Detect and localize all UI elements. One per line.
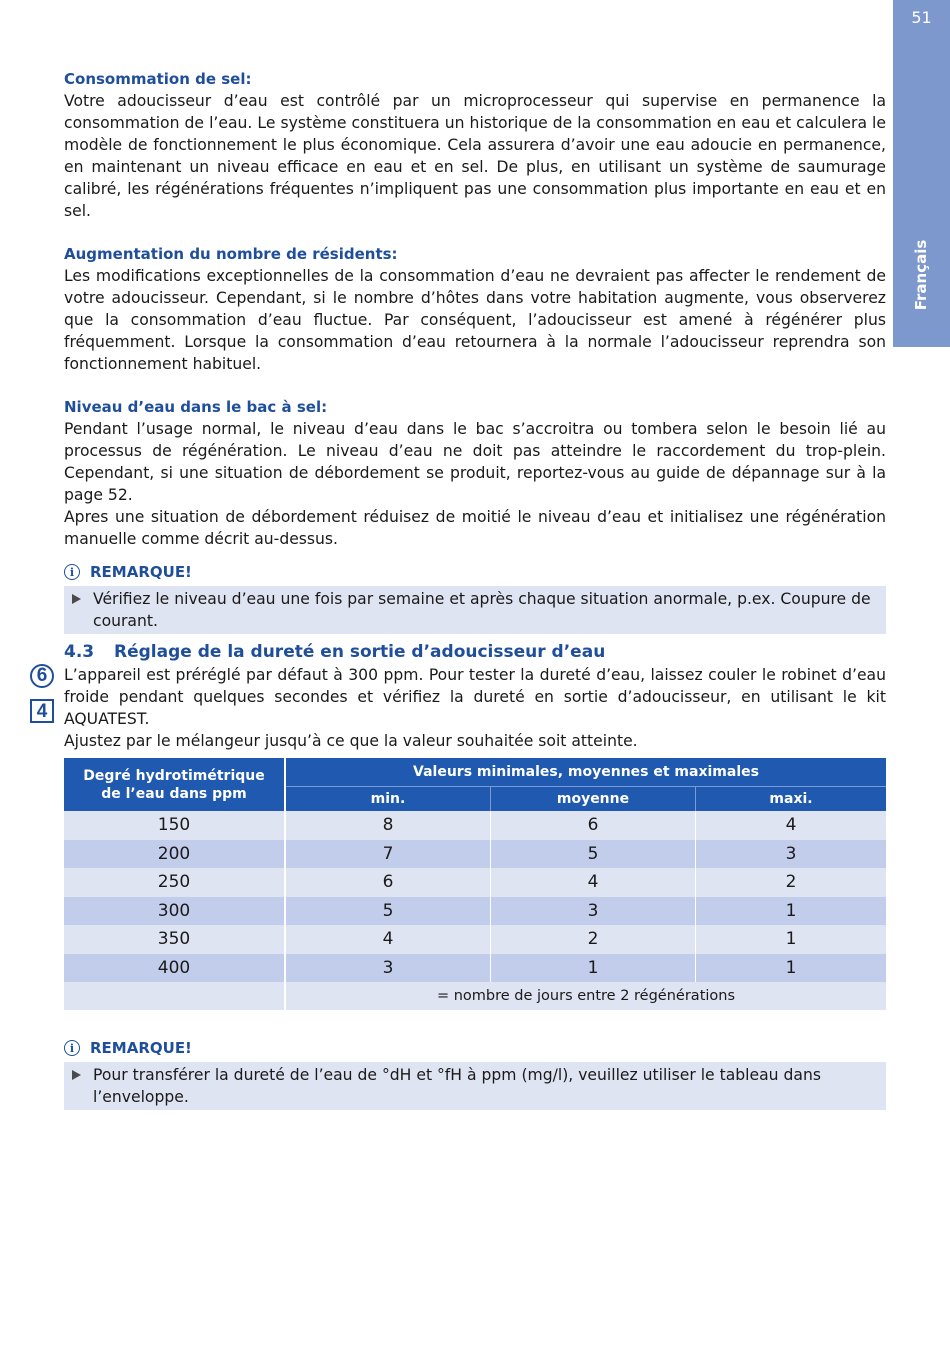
table-header-group: Valeurs minimales, moyennes et maximales (285, 758, 886, 787)
table-cell: 2 (696, 868, 887, 897)
table-cell: 300 (64, 897, 285, 926)
table-header-min: min. (285, 787, 491, 812)
note-box (64, 586, 886, 634)
note-heading (64, 1036, 886, 1060)
section-heading-salt: Consommation de sel: (64, 70, 252, 88)
info-icon: i (64, 1040, 80, 1056)
section-title-4-3 (64, 640, 886, 664)
page-number: 51 (911, 8, 932, 27)
table-row (64, 868, 886, 897)
table-cell: 1 (491, 954, 696, 983)
paragraph: Votre adoucisseur d’eau est contrôlé par un microprocesseur qui supervise en permanence la consommation de l’eau. Le système constituera un historique de la consommation en eau et calculera le modèle de fonctionnement le plus économique. Cela assurera d’avoir une eau adoucie en permanence, en maintenant un niveau efficace en eau et en sel. De plus, en utilisant un système de saumurage calibré, les régénérations fréquentes n’impliquent pas une consommation plus importante en eau et en sel. (64, 92, 886, 220)
table-header-max: maxi. (696, 787, 887, 812)
table-header-avg: moyenne (491, 787, 696, 812)
step-badge-circle: 6 (30, 664, 54, 688)
table-cell: 1 (696, 925, 887, 954)
note-text: Pour transférer la dureté de l’eau de °dH et °fH à ppm (mg/l), veuillez utiliser le tableau dans l’enveloppe. (93, 1066, 821, 1106)
table-cell: 400 (64, 954, 285, 983)
table-cell: 5 (285, 897, 491, 926)
note-label: REMARQUE! (90, 1039, 192, 1057)
step-badge-square: 4 (30, 699, 54, 723)
paragraph: Les modifications exceptionnelles de la consommation d’eau ne devraient pas affecter le rendement de votre adoucisseur. Cependant, si le nombre d’hôtes dans votre habitation augmente, vous observerez que la consommation d’eau fluctue. Par conséquent, l’adoucisseur est amené à régénérer plus fréquemment. Lorsque la consommation d’eau retournera à la normale l’adoucisseur reprendra son fonctionnement habituel. (64, 267, 886, 373)
table-footer-row (64, 982, 886, 1010)
bullet-arrow-icon (72, 594, 81, 604)
note-label: REMARQUE! (90, 563, 192, 581)
section-number: 4.3 (64, 642, 95, 662)
section-heading-water-level: Niveau d’eau dans le bac à sel: (64, 398, 328, 416)
table-header-hardness: Degré hydrotimétrique de l’eau dans ppm (64, 758, 285, 811)
table-cell: 4 (491, 868, 696, 897)
hardness-table (64, 758, 886, 1010)
section-title-text: Réglage de la dureté en sortie d’adoucisseur d’eau (114, 642, 606, 662)
table-cell: 7 (285, 840, 491, 869)
table-cell: 2 (491, 925, 696, 954)
table-row (64, 954, 886, 983)
table-cell: 8 (285, 811, 491, 840)
table-cell: 6 (285, 868, 491, 897)
table-row (64, 925, 886, 954)
bullet-arrow-icon (72, 1070, 81, 1080)
info-icon: i (64, 564, 80, 580)
table-cell: 5 (491, 840, 696, 869)
note-heading (64, 560, 886, 584)
paragraph: L’appareil est préréglé par défaut à 300 ppm. Pour tester la dureté d’eau, laissez couler le robinet d’eau froide pendant quelques secondes et vérifiez la dureté en sortie d’adoucisseur, en utilisant le kit AQUATEST. (64, 666, 886, 728)
paragraph: Pendant l’usage normal, le niveau d’eau dans le bac s’accroitra ou tombera selon le besoin lié au processus de régénération. Le niveau d’eau ne doit pas atteindre le raccordement du trop-plein. Cependant, si une situation de débordement se produit, reportez-vous au guide de dépannage sur à la page 52. (64, 420, 886, 504)
note-box (64, 1062, 886, 1110)
table-row (64, 897, 886, 926)
note-text: Vérifiez le niveau d’eau une fois par semaine et après chaque situation anormale, p.ex. Coupure de courant. (93, 590, 871, 630)
table-cell: 3 (285, 954, 491, 983)
table-cell-empty (64, 982, 285, 1010)
table-cell: 1 (696, 897, 887, 926)
table-cell: 350 (64, 925, 285, 954)
table-footer-note: = nombre de jours entre 2 régénérations (285, 982, 886, 1010)
page-content (64, 68, 886, 1110)
table-cell: 3 (696, 840, 887, 869)
table-cell: 250 (64, 868, 285, 897)
table-cell: 4 (285, 925, 491, 954)
table-row (64, 840, 886, 869)
table-cell: 4 (696, 811, 887, 840)
table-cell: 6 (491, 811, 696, 840)
section-heading-residents: Augmentation du nombre de résidents: (64, 245, 398, 263)
paragraph: Apres une situation de débordement réduisez de moitié le niveau d’eau et initialisez une régénération manuelle comme décrit au-dessus. (64, 508, 886, 548)
table-cell: 1 (696, 954, 887, 983)
table-row (64, 811, 886, 840)
table-cell: 200 (64, 840, 285, 869)
paragraph: Ajustez par le mélangeur jusqu’à ce que la valeur souhaitée soit atteinte. (64, 732, 638, 750)
table-cell: 150 (64, 811, 285, 840)
table-cell: 3 (491, 897, 696, 926)
language-tab-label: Français (912, 239, 930, 311)
